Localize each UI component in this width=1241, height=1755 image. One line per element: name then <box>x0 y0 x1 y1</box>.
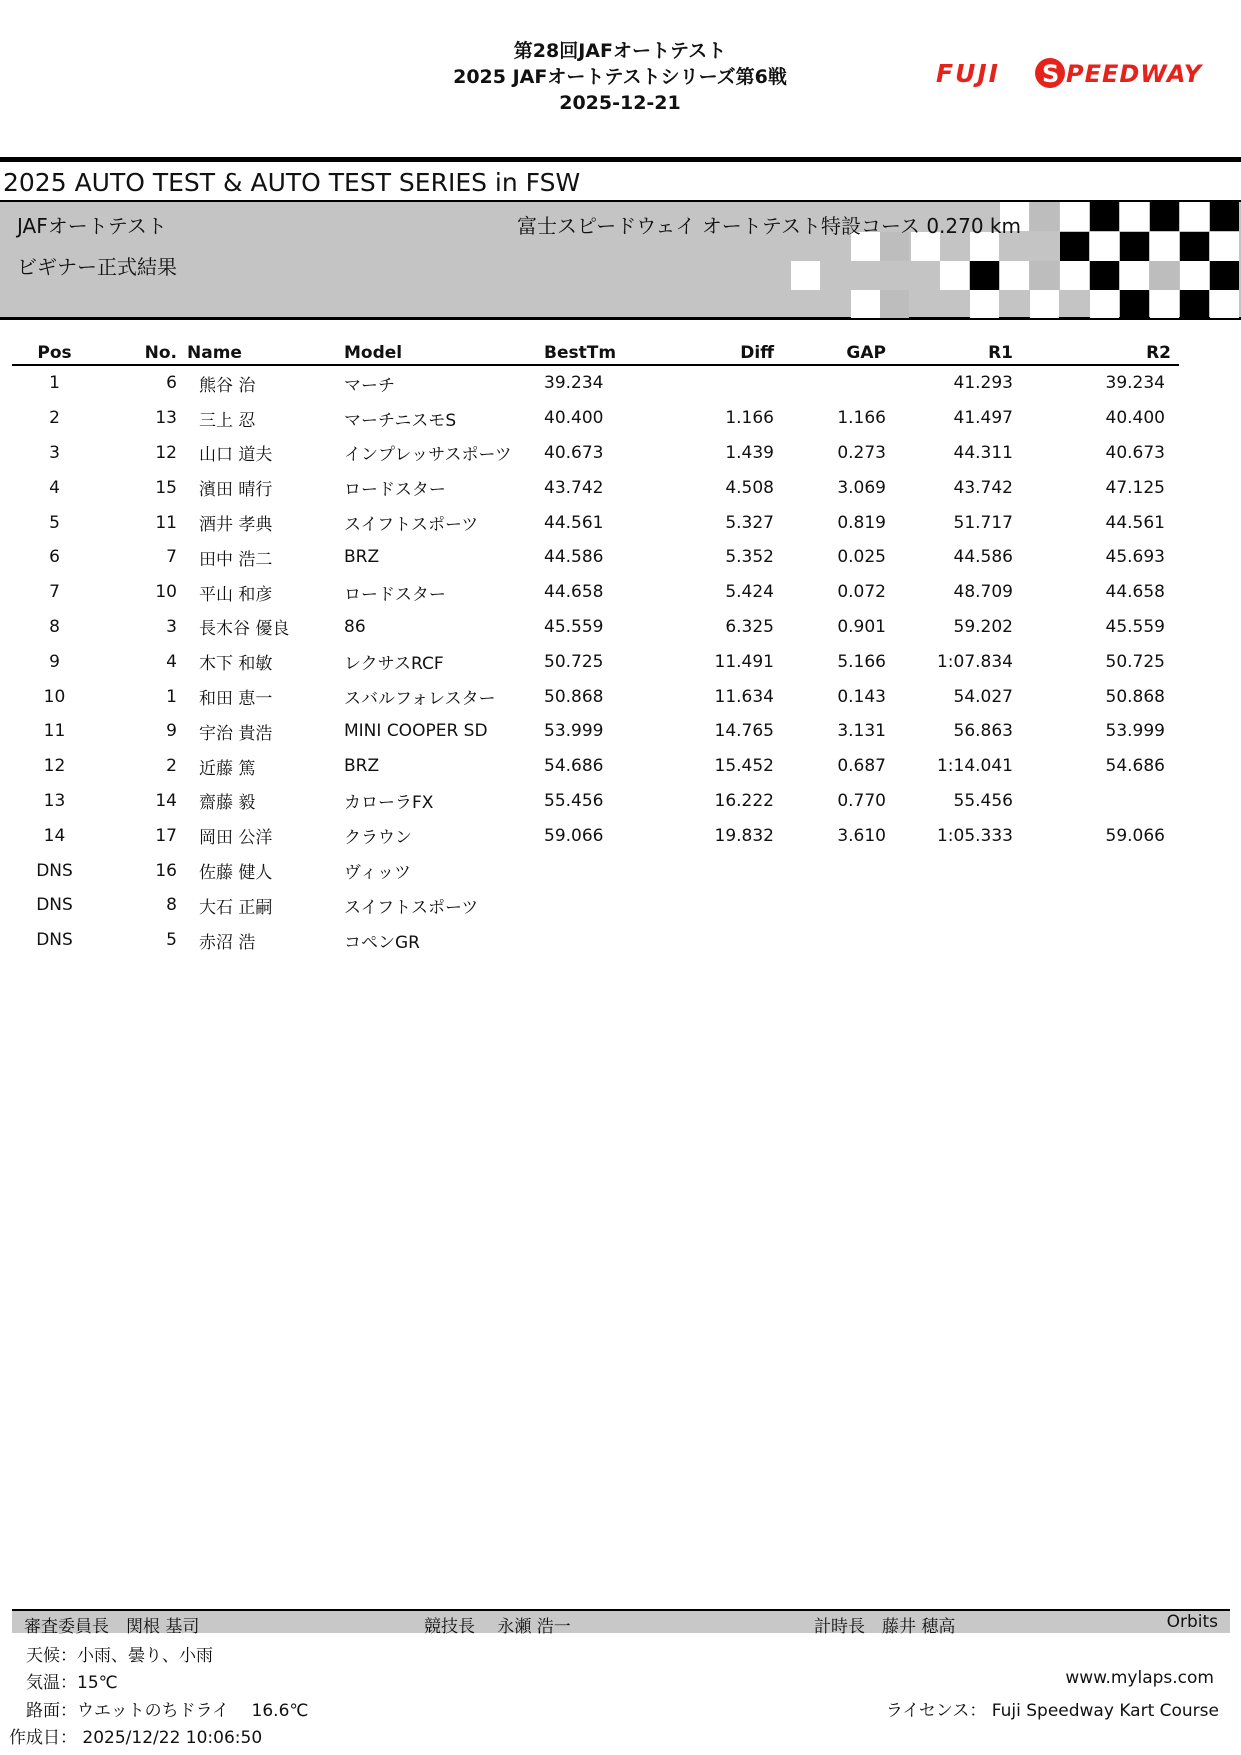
cell-pos: 5 <box>49 512 60 533</box>
cell-model: コペンGR <box>344 932 420 953</box>
cell-name: 佐藤 健人 <box>199 863 273 884</box>
col-pos: Pos <box>12 342 97 365</box>
cell-best: 50.868 <box>544 686 604 707</box>
cell-no: 13 <box>155 408 177 429</box>
temperature: 気温：15℃ <box>26 1673 118 1693</box>
cell-pos: 9 <box>49 651 60 672</box>
course-name: 富士スピードウェイ オートテスト特設コース 0.270 km <box>517 214 1021 238</box>
cell-pos: 14 <box>43 825 66 846</box>
cell-r2: 44.658 <box>1105 582 1165 603</box>
cell-r1: 54.027 <box>953 686 1013 707</box>
series-title: 2025 AUTO TEST & AUTO TEST SERIES in FSW <box>3 168 581 197</box>
cell-model: BRZ <box>344 547 380 568</box>
table-row <box>12 749 1179 784</box>
cell-r2: 59.066 <box>1105 825 1165 846</box>
cell-name: 齋藤 毅 <box>199 793 256 814</box>
weather: 天候：小雨、曇り、小雨 <box>26 1646 213 1666</box>
officials-bar <box>12 1609 1230 1637</box>
table-row <box>12 784 1179 819</box>
cell-r2: 50.868 <box>1105 686 1165 707</box>
cell-r2: 40.673 <box>1105 442 1165 463</box>
table-row <box>12 401 1179 436</box>
col-r1: R1 <box>886 342 1013 365</box>
cell-model: BRZ <box>344 756 380 777</box>
cell-r1 <box>886 888 1013 923</box>
cell-pos: 2 <box>49 408 60 429</box>
cell-diff <box>664 923 774 958</box>
cell-no: 17 <box>155 825 177 846</box>
cell-model: マーチ <box>344 375 395 396</box>
col-no: No. <box>97 342 187 365</box>
cell-name: 宇治 貴浩 <box>199 723 273 744</box>
cell-no: 10 <box>155 582 177 603</box>
cell-gap: 0.143 <box>837 686 886 707</box>
cell-diff: 14.765 <box>714 721 774 742</box>
fuji-speedway-logo <box>936 56 1232 90</box>
cell-diff <box>664 888 774 923</box>
cell-r2: 53.999 <box>1105 721 1165 742</box>
cell-best: 40.673 <box>544 442 604 463</box>
table-row <box>12 365 1179 401</box>
cell-model: MINI COOPER SD <box>344 721 488 742</box>
cell-r1: 41.293 <box>953 373 1013 394</box>
cell-gap <box>774 888 886 923</box>
cell-no: 1 <box>166 686 177 707</box>
cell-gap: 0.687 <box>837 756 886 777</box>
cell-pos: 1 <box>49 373 60 394</box>
cell-r1: 51.717 <box>953 512 1013 533</box>
table-row <box>12 644 1179 679</box>
cell-diff: 11.634 <box>714 686 774 707</box>
steward: 審査委員長 関根 基司 <box>24 1617 200 1637</box>
website: www.mylaps.com <box>1065 1668 1214 1688</box>
cell-model: インプレッサスポーツ <box>344 445 512 466</box>
cell-best: 44.658 <box>544 582 604 603</box>
cell-diff: 19.832 <box>714 825 774 846</box>
event-title: 第28回JAFオートテスト <box>513 40 727 62</box>
col-gap: GAP <box>774 342 886 365</box>
table-row <box>12 436 1179 471</box>
cell-diff: 1.439 <box>725 442 774 463</box>
cell-r2 <box>1013 853 1179 888</box>
cell-best: 39.234 <box>544 373 604 394</box>
cell-diff: 15.452 <box>714 756 774 777</box>
cell-best: 43.742 <box>544 477 604 498</box>
cell-gap: 1.166 <box>837 408 886 429</box>
cell-no: 9 <box>166 721 177 742</box>
col-name: Name <box>187 342 344 365</box>
cell-best: 54.686 <box>544 756 604 777</box>
cell-model: クラウン <box>344 828 412 849</box>
table-row <box>12 610 1179 645</box>
race-director: 競技長 永瀬 浩一 <box>424 1617 571 1637</box>
cell-diff <box>664 365 774 401</box>
cell-diff <box>664 853 774 888</box>
cell-pos: 12 <box>43 756 66 777</box>
cell-r2: 40.400 <box>1105 408 1165 429</box>
cell-diff: 5.424 <box>725 582 774 603</box>
cell-no: 8 <box>166 895 177 916</box>
results-table <box>12 342 1179 958</box>
cell-no: 7 <box>166 547 177 568</box>
cell-best: 44.561 <box>544 512 604 533</box>
cell-best: 50.725 <box>544 651 604 672</box>
cell-r2 <box>1013 923 1179 958</box>
cell-model: マーチニスモS <box>344 410 457 431</box>
cell-r1: 1:05.333 <box>936 825 1013 846</box>
cell-pos: 4 <box>49 477 60 498</box>
result-title: ビギナー正式結果 <box>17 255 177 279</box>
table-row <box>12 505 1179 540</box>
timekeeper: 計時長 藤井 穂高 <box>814 1617 956 1637</box>
cell-pos: 10 <box>43 686 66 707</box>
table-row <box>12 818 1179 853</box>
cell-model: ロードスター <box>344 584 446 605</box>
cell-name: 木下 和敏 <box>199 654 273 675</box>
cell-pos: 13 <box>43 790 66 811</box>
cell-no: 5 <box>166 930 177 951</box>
track-surface: 路面：ウエットのちドライ 16.6℃ <box>26 1701 309 1721</box>
cell-no: 3 <box>166 616 177 637</box>
cell-name: 平山 和彦 <box>199 584 273 605</box>
cell-r1: 59.202 <box>953 616 1013 637</box>
cell-name: 赤沼 浩 <box>199 932 256 953</box>
cell-r1 <box>886 923 1013 958</box>
cell-no: 14 <box>155 790 177 811</box>
cell-pos: 11 <box>43 721 66 742</box>
col-diff: Diff <box>664 342 774 365</box>
cell-gap: 3.131 <box>837 721 886 742</box>
cell-gap <box>774 365 886 401</box>
cell-r1: 56.863 <box>953 721 1013 742</box>
category-label: JAFオートテスト <box>17 214 167 238</box>
cell-no: 6 <box>166 373 177 394</box>
cell-r1: 44.586 <box>953 547 1013 568</box>
cell-gap <box>774 923 886 958</box>
cell-model: ヴィッツ <box>344 863 411 884</box>
cell-name: 大石 正嗣 <box>199 897 273 918</box>
cell-gap <box>774 853 886 888</box>
cell-pos: 3 <box>49 442 60 463</box>
cell-best: 44.586 <box>544 547 604 568</box>
cell-r1: 43.742 <box>953 477 1013 498</box>
cell-diff: 16.222 <box>714 790 774 811</box>
cell-model: スイフトスポーツ <box>344 897 479 918</box>
cell-r2: 39.234 <box>1105 373 1165 394</box>
cell-r1: 41.497 <box>953 408 1013 429</box>
cell-gap: 0.273 <box>837 442 886 463</box>
table-row <box>12 923 1179 958</box>
cell-no: 4 <box>166 651 177 672</box>
table-row <box>12 540 1179 575</box>
cell-best: 40.400 <box>544 408 604 429</box>
cell-no: 11 <box>155 512 177 533</box>
table-row <box>12 853 1179 888</box>
license: ライセンス： Fuji Speedway Kart Course <box>885 1701 1219 1721</box>
cell-model: ロードスター <box>344 480 446 501</box>
cell-name: 酒井 孝典 <box>199 515 273 536</box>
cell-no: 2 <box>166 756 177 777</box>
cell-r1: 44.311 <box>953 442 1013 463</box>
cell-r1: 1:14.041 <box>936 756 1013 777</box>
cell-name: 山口 道夫 <box>199 445 273 466</box>
cell-r2: 54.686 <box>1105 756 1165 777</box>
cell-gap: 0.025 <box>837 547 886 568</box>
cell-r1: 55.456 <box>953 790 1013 811</box>
cell-diff: 11.491 <box>714 651 774 672</box>
cell-best: 45.559 <box>544 616 604 637</box>
cell-r2: 45.693 <box>1105 547 1165 568</box>
cell-name: 岡田 公洋 <box>199 828 273 849</box>
cell-pos: DNS <box>36 895 73 916</box>
cell-r2: 47.125 <box>1105 477 1165 498</box>
cell-diff: 5.327 <box>725 512 774 533</box>
info-band <box>0 200 1241 320</box>
cell-gap: 0.072 <box>837 582 886 603</box>
cell-diff: 6.325 <box>725 616 774 637</box>
results-body <box>12 365 1179 958</box>
cell-gap: 3.610 <box>837 825 886 846</box>
cell-gap: 0.770 <box>837 790 886 811</box>
cell-best <box>544 923 664 958</box>
cell-gap: 0.901 <box>837 616 886 637</box>
cell-best <box>544 888 664 923</box>
cell-model: レクサスRCF <box>344 654 444 675</box>
cell-pos: 7 <box>49 582 60 603</box>
cell-best: 53.999 <box>544 721 604 742</box>
cell-r2: 45.559 <box>1105 616 1165 637</box>
cell-pos: DNS <box>36 860 73 881</box>
cell-name: 熊谷 治 <box>199 375 256 396</box>
cell-name: 和田 恵一 <box>199 689 273 710</box>
svg-text:FUJI: FUJI <box>936 59 1000 88</box>
cell-r1: 48.709 <box>953 582 1013 603</box>
cell-r1: 1:07.834 <box>936 651 1013 672</box>
cell-name: 長木谷 優良 <box>199 619 290 640</box>
col-best: BestTm <box>544 342 664 365</box>
cell-name: 濱田 晴行 <box>199 480 273 501</box>
col-model: Model <box>344 342 544 365</box>
cell-best <box>544 853 664 888</box>
cell-r2 <box>1013 888 1179 923</box>
top-rule <box>0 157 1241 162</box>
cell-no: 15 <box>155 477 177 498</box>
cell-gap: 5.166 <box>837 651 886 672</box>
cell-diff: 5.352 <box>725 547 774 568</box>
cell-best: 55.456 <box>544 790 604 811</box>
cell-diff: 1.166 <box>725 408 774 429</box>
cell-r2 <box>1013 784 1179 819</box>
event-series: 2025 JAFオートテストシリーズ第6戦 <box>453 66 787 88</box>
cell-r2: 50.725 <box>1105 651 1165 672</box>
svg-text:S: S <box>1042 60 1060 88</box>
cell-model: スイフトスポーツ <box>344 515 479 536</box>
svg-text:PEEDWAY: PEEDWAY <box>1066 60 1203 88</box>
cell-r2: 44.561 <box>1105 512 1165 533</box>
table-row <box>12 470 1179 505</box>
table-row <box>12 575 1179 610</box>
created-date: 作成日： 2025/12/22 10:06:50 <box>9 1728 263 1748</box>
event-date: 2025-12-21 <box>559 92 681 114</box>
cell-pos: 6 <box>49 547 60 568</box>
cell-best: 59.066 <box>544 825 604 846</box>
table-row <box>12 679 1179 714</box>
cell-model: カローラFX <box>344 793 434 814</box>
cell-name: 近藤 篤 <box>199 758 256 779</box>
cell-name: 田中 浩二 <box>199 549 273 570</box>
table-row <box>12 714 1179 749</box>
cell-model: 86 <box>344 616 366 637</box>
cell-pos: 8 <box>49 616 60 637</box>
cell-no: 12 <box>155 442 177 463</box>
col-r2: R2 <box>1013 342 1179 365</box>
cell-model: スバルフォレスター <box>344 689 496 710</box>
cell-gap: 0.819 <box>837 512 886 533</box>
cell-pos: DNS <box>36 930 73 951</box>
cell-r1 <box>886 853 1013 888</box>
orbits-label: Orbits <box>1166 1612 1218 1632</box>
table-header-row <box>12 342 1179 365</box>
cell-name: 三上 忍 <box>199 410 256 431</box>
cell-gap: 3.069 <box>837 477 886 498</box>
cell-no: 16 <box>155 860 177 881</box>
cell-diff: 4.508 <box>725 477 774 498</box>
table-row <box>12 888 1179 923</box>
